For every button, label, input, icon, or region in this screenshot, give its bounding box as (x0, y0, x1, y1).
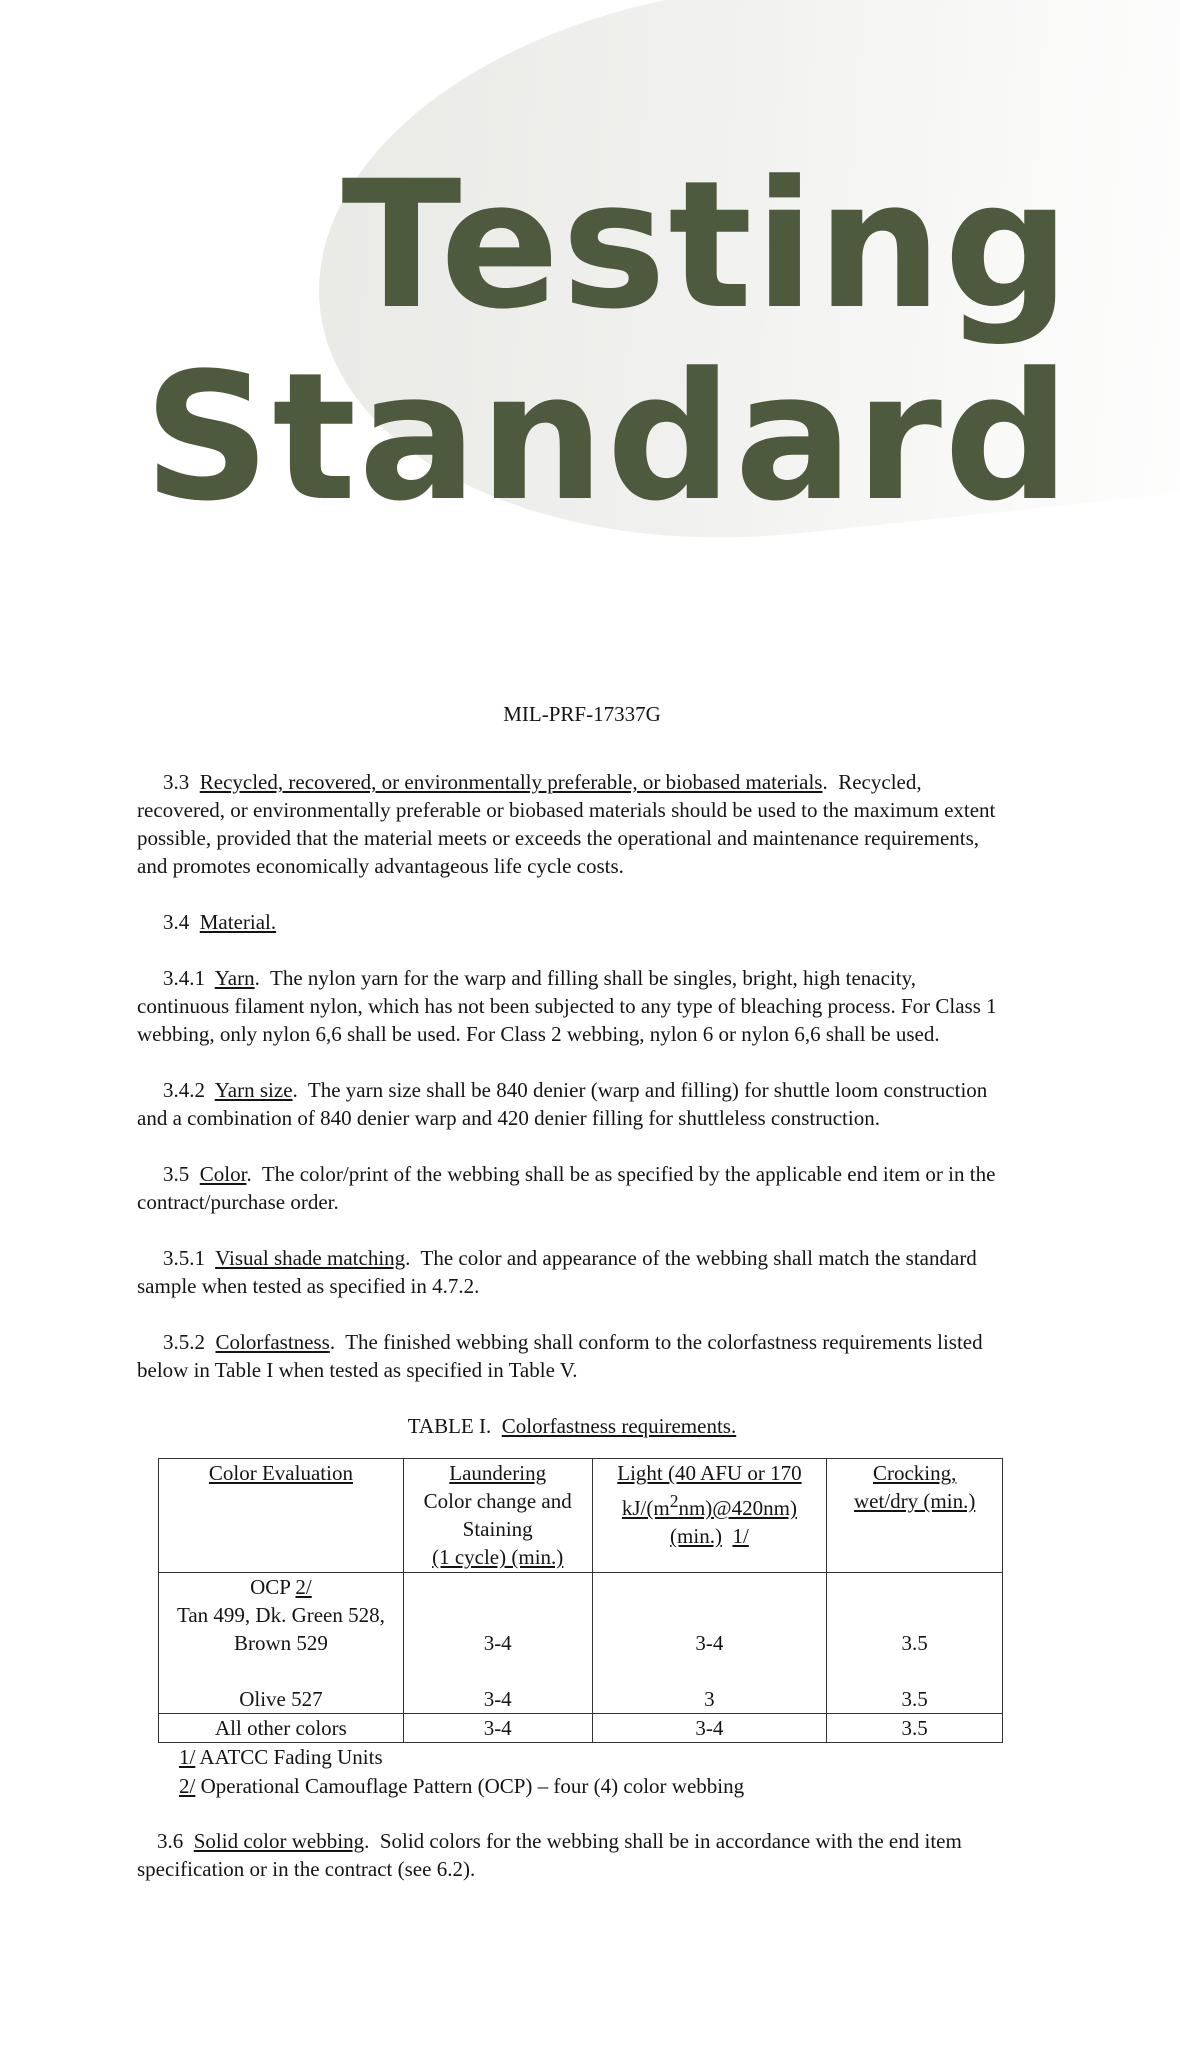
light-cell: 3-4 3 (592, 1573, 827, 1714)
section-title: Visual shade matching (215, 1246, 406, 1270)
section-3-4-2: 3.4.2 Yarn size. The yarn size shall be 840 denier (warp and filling) for shuttle loom construction and a combination of 840 denier warp and 420 denier filling for shuttleless construction. (137, 1078, 988, 1130)
table-number: TABLE I. (407, 1414, 492, 1438)
section-title: Solid color webbing (193, 1829, 365, 1853)
crocking-cell: 3.5 3.5 (827, 1573, 1003, 1714)
section-number: 3.6 (157, 1829, 184, 1853)
section-3-5-1: 3.5.1 Visual shade matching. The color and appearance of the webbing shall match the standard sample when tested as specified in 4.7.2. (137, 1246, 977, 1298)
section-title: Yarn size (214, 1078, 293, 1102)
section-text: The yarn size shall be 840 denier (warp and filling) for shuttle loom construction and a combination of 840 denier warp and 420 denier filling for shuttleless construction. (137, 1078, 988, 1130)
table-row (159, 1573, 1003, 1714)
section-text: The color/print of the webbing shall be as specified by the applicable end item or in the contract/purchase order. (137, 1162, 996, 1214)
section-title: Colorfastness (215, 1330, 330, 1354)
table-title (137, 1412, 1007, 1440)
colorfastness-table (158, 1458, 1003, 1743)
section-number: 3.5 (163, 1162, 190, 1186)
light-cell: 3-4 (592, 1714, 827, 1743)
section-number: 3.4.2 (163, 1078, 205, 1102)
section-text: The finished webbing shall conform to the colorfastness requirements listed below in Table I when tested as specified in Table V. (137, 1330, 983, 1382)
table-note: 2/ Operational Camouflage Pattern (OCP) – four (4) color webbing (179, 1774, 745, 1798)
section-number: 3.3 (163, 770, 190, 794)
table-header-row (159, 1459, 1003, 1573)
section-3-3: 3.3 Recycled, recovered, or environmentally preferable, or biobased materials. Recycled, recovered, or environmentally preferable or biobased materials should be used to the maximum extent possible, provided that the material meets or exceeds the operational and maintenance requirements, and promotes economically advantageous life cycle costs. (137, 770, 996, 878)
section-3-5-2: 3.5.2 Colorfastness. The finished webbing shall conform to the colorfastness requirements listed below in Table I when tested as specified in Table V. (137, 1330, 983, 1382)
section-title: Recycled, recovered, or environmentally preferable, or biobased materials (199, 770, 823, 794)
section-number: 3.4 (163, 910, 190, 934)
hero-title (143, 143, 1072, 540)
section-text: Recycled, recovered, or environmentally preferable or biobased materials should be used to the maximum extent possible, provided that the material meets or exceeds the operational and maintenance requirements, and promotes economically advantageous life cycle costs. (137, 770, 996, 878)
section-number: 3.5.1 (163, 1246, 205, 1270)
document-body (137, 700, 1007, 1911)
table-row (159, 1714, 1003, 1743)
section-title: Yarn (214, 966, 255, 990)
section-3-4-1: 3.4.1 Yarn. The nylon yarn for the warp and filling shall be singles, bright, high tenacity, continuous filament nylon, which has not been subjected to any type of bleaching process. For Class 1 webbing, only nylon 6,6 shall be used. For Class 2 webbing, nylon 6 or nylon 6,6 shall be used. (137, 966, 997, 1046)
section-3-4 (137, 908, 1007, 936)
section-title: Color (199, 1162, 247, 1186)
crocking-cell: 3.5 (827, 1714, 1003, 1743)
table-caption: Colorfastness requirements. (501, 1414, 737, 1438)
section-text: Solid colors for the webbing shall be in accordance with the end item specification or in the contract (see 6.2). (137, 1829, 962, 1881)
other-color-cell: All other colors (159, 1714, 404, 1743)
header-crocking: Crocking, wet/dry (min.) (827, 1459, 1003, 1573)
section-number: 3.4.1 (163, 966, 205, 990)
laundering-cell: 3-4 3-4 (403, 1573, 592, 1714)
header-laundering: Laundering Color change and Staining (1 cycle) (min.) (403, 1459, 592, 1573)
table-note: 1/ AATCC Fading Units (179, 1745, 383, 1769)
ocp-color-cell: OCP 2/ Tan 499, Dk. Green 528, Brown 529 Olive 527 (159, 1573, 404, 1714)
header-light: Light (40 AFU or 170 $kJ/(m^2nm)@420nm$) (min.) 1/ (592, 1459, 827, 1573)
hero-title-line1: Testing (341, 143, 1072, 348)
section-text: The nylon yarn for the warp and filling shall be singles, bright, high tenacity, continuous filament nylon, which has not been subjected to any type of bleaching process. For Class 1 webbing, only nylon 6,6 shall be used. For Class 2 webbing, nylon 6 or nylon 6,6 shall be used. (137, 966, 997, 1046)
section-title: Material. (199, 910, 277, 934)
hero-title-line2: Standard (143, 335, 1072, 540)
section-number: 3.5.2 (163, 1330, 205, 1354)
section-3-5: 3.5 Color. The color/print of the webbing shall be as specified by the applicable end item or in the contract/purchase order. (137, 1162, 996, 1214)
header-color-evaluation: Color Evaluation (159, 1459, 404, 1573)
section-3-6: 3.6 Solid color webbing. Solid colors for the webbing shall be in accordance with the end item specification or in the contract (see 6.2). (137, 1829, 962, 1881)
section-text: The color and appearance of the webbing shall match the standard sample when tested as specified in 4.7.2. (137, 1246, 977, 1298)
table-notes (179, 1743, 1007, 1801)
laundering-cell: 3-4 (403, 1714, 592, 1743)
document-id: MIL-PRF-17337G (503, 702, 661, 726)
